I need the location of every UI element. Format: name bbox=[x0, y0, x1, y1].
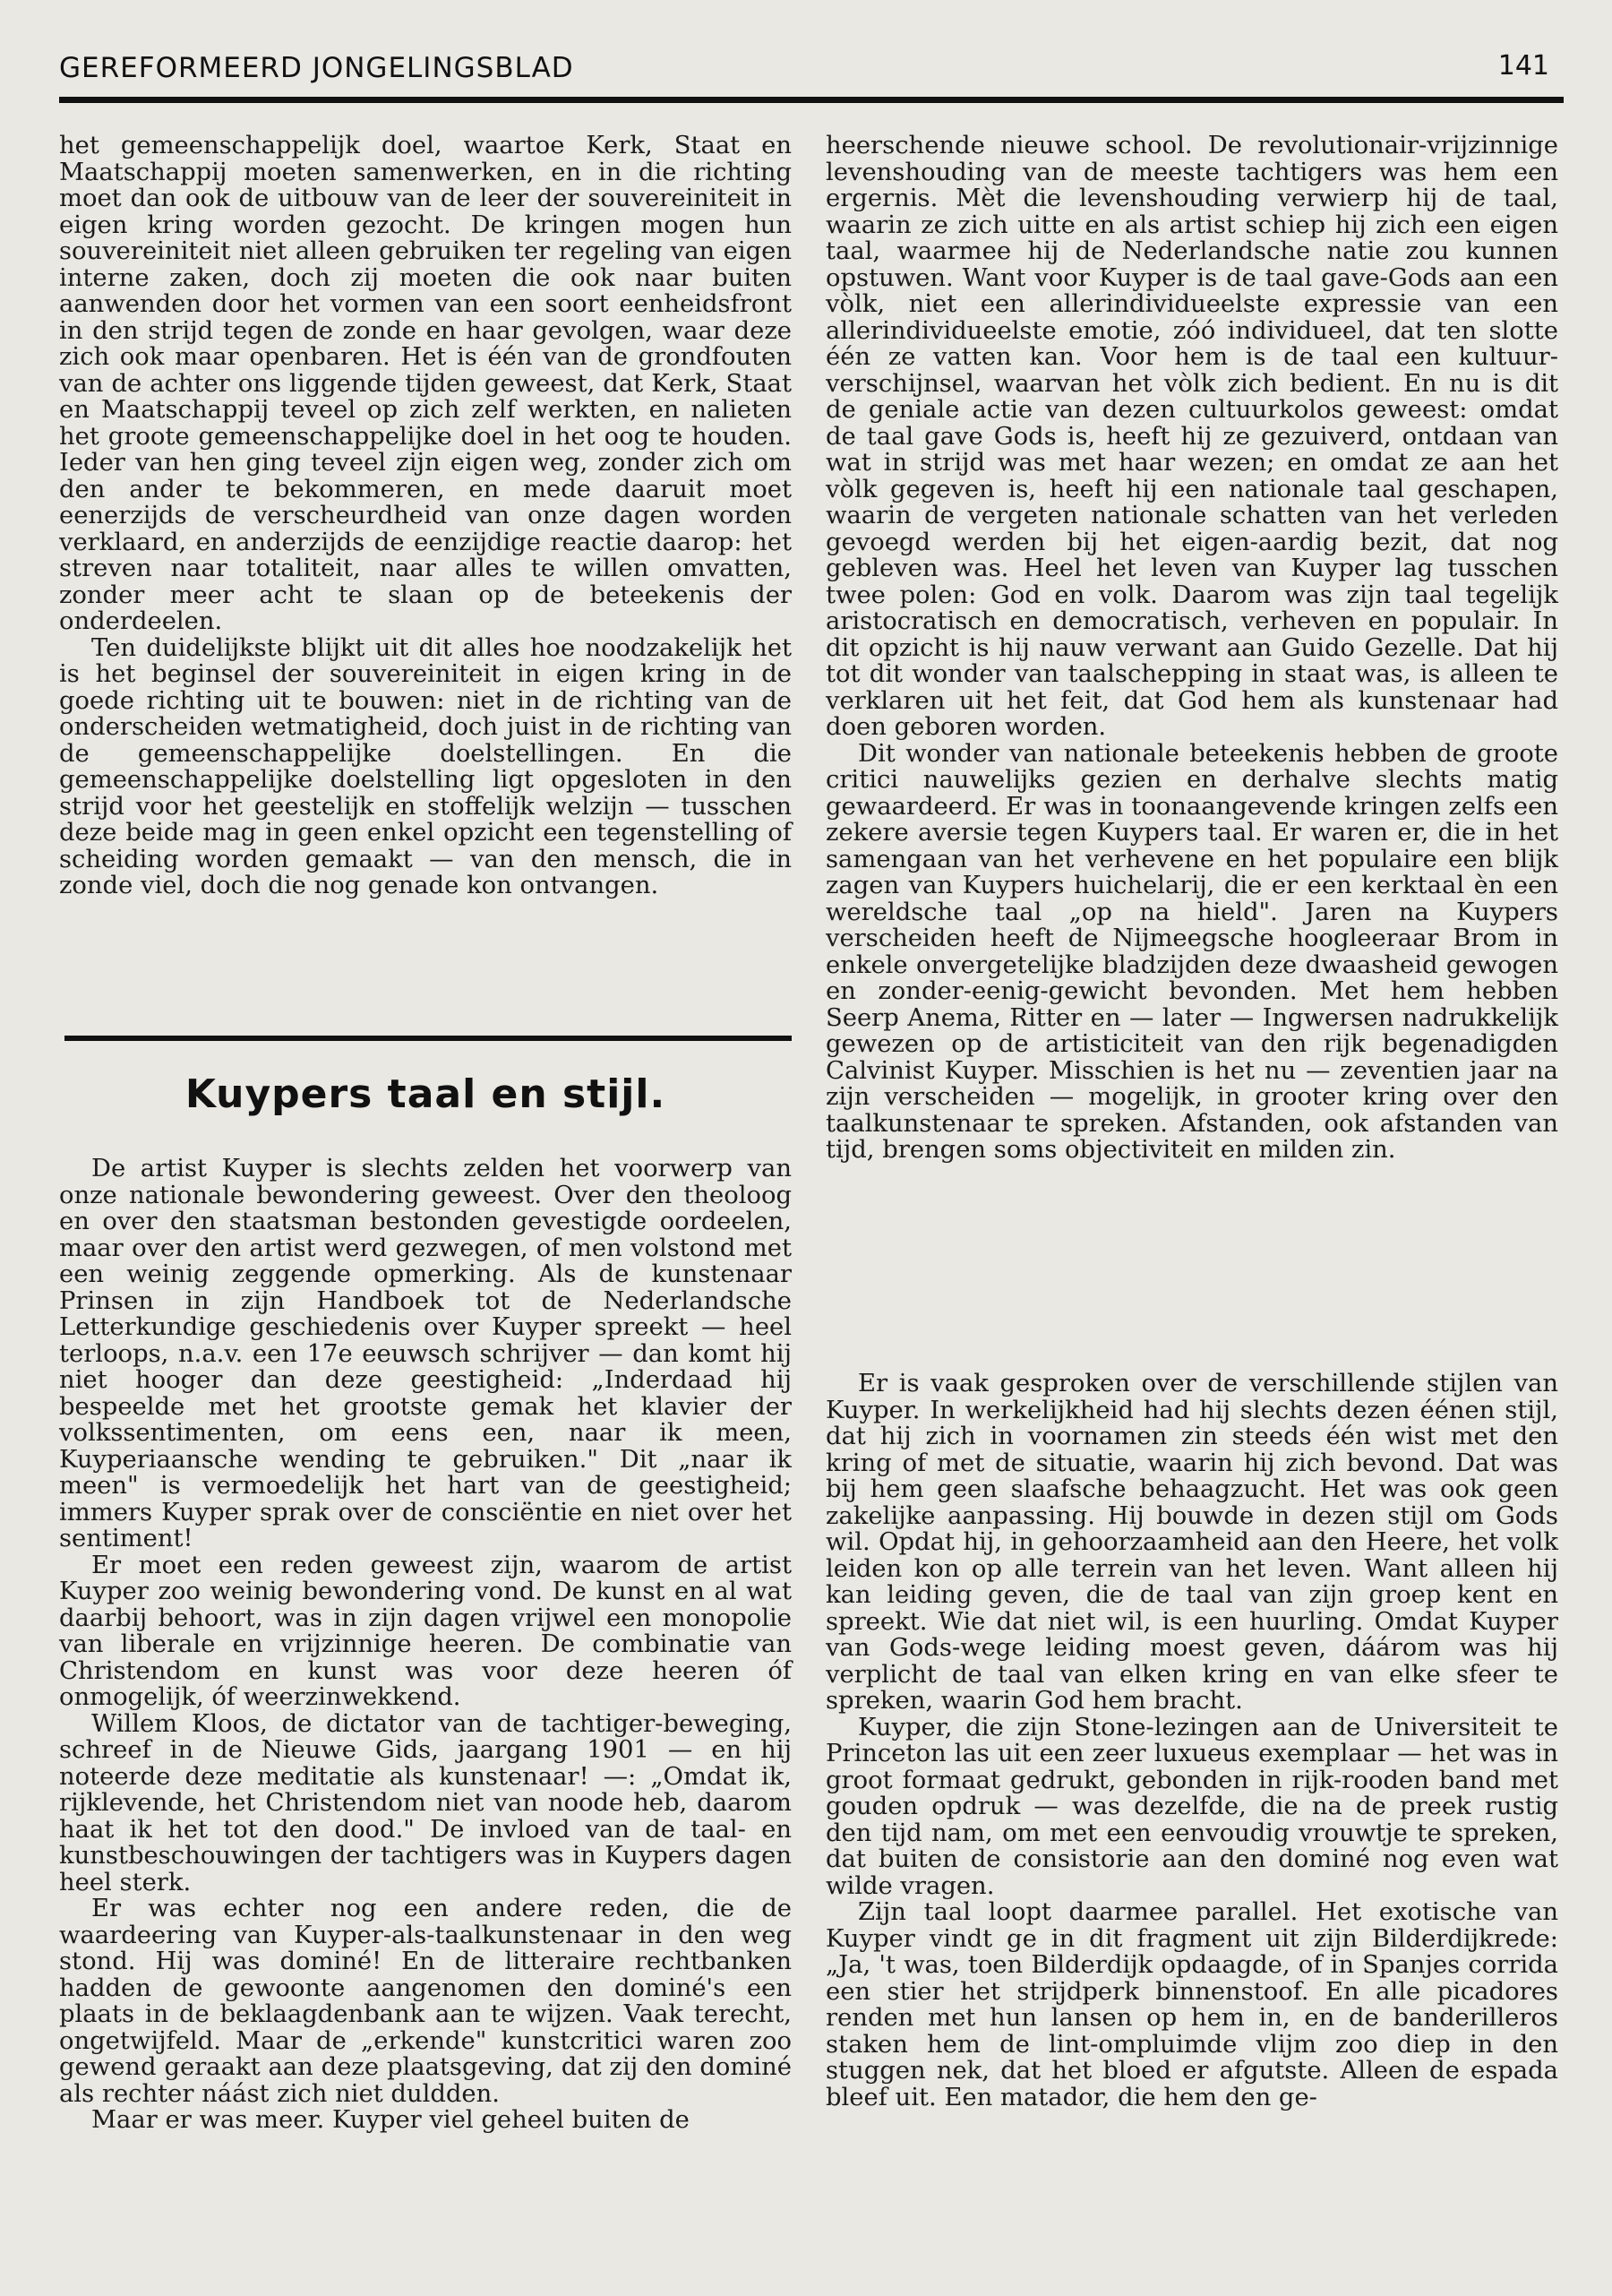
left-column-continuation bbox=[59, 133, 792, 899]
paragraph: het gemeenschappelijk doel, waartoe Kerk, Staat en Maatschappij moeten samenwerken, en in die richting moet dan ook de uitbouw van de leer der souvereiniteit in eigen kring worden gezocht. De kringen mogen hun souvereiniteit niet alleen gebruiken ter regeling van eigen interne zaken, doch zij moeten die ook naar buiten aanwenden door het vormen van een soort eenheidsfront in den strijd tegen de zonde en haar gevolgen, waar deze zich ook maar openbaren. Het is één van de grondfouten van de achter ons liggende tijden geweest, dat Kerk, Staat en Maatschappij teveel op zich zelf werkten, en nalieten het groote gemeenschappelijke doel in het oog te houden. Ieder van hen ging teveel zijn eigen weg, zonder zich om den ander te bekommeren, en mede daaruit moet eenerzijds de verscheurdheid van onze dagen worden verklaard, en anderzijds de eenzijdige reactie daarop: het streven naar totaliteit, naar alles te willen omvatten, zonder meer acht te slaan op de beteekenis der onderdeelen. bbox=[59, 132, 792, 635]
article-left-column bbox=[59, 1156, 792, 2134]
paragraph: Er is vaak gesproken over de verschillende stijlen van Kuyper. In werkelijkheid had hij slechts dezen éénen stijl, dat hij zich in voornamen zin steeds één wist met den kring of met de situatie, waarin hij zich bevond. Dat was bij hem geen slaafsche behaagzucht. Het was ook geen zakelijke aanpassing. Hij bouwde in dezen stijl om Gods wil. Opdat hij, in gehoorzaamheid aan den Heere, het volk leiden kon op alle terrein van het leven. Want alleen hij kan leiding geven, die de taal van zijn groep kent en spreekt. Wie dat niet wil, is een huurling. Omdat Kuyper van Gods-wege leiding moest geven, dáárom was hij verplicht de taal van elken kring en van elke sfeer te spreken, waarin God hem bracht. bbox=[826, 1370, 1558, 1715]
paragraph: Ten duidelijkste blijkt uit dit alles hoe noodzakelijk het is het beginsel der souvereiniteit in eigen kring in de goede richting uit te bouwen: niet in de richting van de onderscheiden wetmatigheid, doch juist in de richting van de gemeenschappelijke doelstellingen. En die gemeenschappelijke doelstelling ligt opgesloten in den strijd voor het geestelijk en stoffelijk welzijn — tusschen deze beide mag in geen enkel opzicht een tegenstelling of scheiding worden gemaakt — van den mensch, die in zonde viel, doch die nog genade kon ontvangen. bbox=[59, 633, 792, 899]
page-header bbox=[59, 48, 1564, 99]
paragraph: Zijn taal loopt daarmee parallel. Het exotische van Kuyper vindt ge in dit fragment uit zijn Bilderdijkrede: „Ja, 't was, toen Bilderdijk opdaagde, of in Spanjes corrida een stier het strijdperk binnenstoof. En alle picadores renden met hun lansen op hem in, en de banderilleros staken hem de lint-ompluimde vlijm zoo diep in den stuggen nek, dat het bloed er afgutste. Alleen de espada bleef uit. Een matador, die hem den ge- bbox=[826, 1898, 1558, 2111]
paragraph: heerschende nieuwe school. De revolutionair-vrijzinnige levenshouding van de meeste tachtigers was hem een ergernis. Mèt die levenshouding verwierp hij de taal, waarin ze zich uitte en als artist schiep hij zich een eigen taal, waarmee hij de Nederlandsche natie zou kunnen opstuwen. Want voor Kuyper is de taal gave-Gods aan een vòlk, niet een allerindividueelste expressie van een allerindividueelste emotie, zóó individueel, dat ten slotte één ze vatten kan. Voor hem is de taal een kultuur-verschijnsel, waarvan het vòlk zich bedient. En nu is dit de geniale actie van dezen cultuurkolos geweest: omdat de taal gave Gods is, heeft hij ze gezuiverd, ontdaan van wat in strijd was met haar wezen; en omdat ze aan het vòlk gegeven is, heeft hij een nationale taal geschapen, waarin de vergeten nationale schatten van het verleden gevoegd werden bij het eigen-aardig bezit, dat nog gebleven was. Heel het leven van Kuyper lag tusschen twee polen: God en volk. Daarom was zijn taal tegelijk aristocratisch en democratisch, verheven en populair. In dit opzicht is hij nauw verwant aan Guido Gezelle. Dat hij tot dit wonder van taalschepping in staat was, is alleen te verklaren uit het feit, dat God hem als kunstenaar had doen geboren worden. bbox=[826, 132, 1558, 741]
header-rule bbox=[59, 97, 1564, 103]
paragraph: Er was echter nog een andere reden, die de waardeering van Kuyper-als-taalkunstenaar in den weg stond. Hij was dominé! En de litteraire rechtbanken hadden de gewoonte aangenomen den dominé's een plaats in de beklaagdenbank aan te wijzen. Vaak terecht, ongetwijfeld. Maar de „erkende" kunstcritici waren zoo gewend geraakt aan deze plaatsgeving, dat zij den dominé als rechter náást zich niet duldden. bbox=[59, 1895, 792, 2108]
paragraph: De artist Kuyper is slechts zelden het voorwerp van onze nationale bewondering geweest. Over den theoloog en over den staatsman bestonden gevestigde oordeelen, maar over den artist werd gezwegen, of men volstond met een weinig zeggende opmerking. Als de kunstenaar Prinsen in zijn Handboek tot de Nederlandsche Letterkundige geschiedenis over Kuyper spreekt — heel terloops, n.a.v. een 17e eeuwsch schrijver — dan komt hij niet hooger dan deze geestigheid: „Inderdaad hij bespeelde met het grootste gemak het klavier der volkssentimenten, om eens een, naar ik meen, Kuyperiaansche wending te gebruiken." Dit „naar ik meen" is vermoedelijk het hart van de geestigheid; immers Kuyper sprak over de consciëntie en niet over het sentiment! bbox=[59, 1155, 792, 1552]
article-divider bbox=[64, 1036, 792, 1041]
paragraph: Kuyper, die zijn Stone-lezingen aan de Universiteit te Princeton las uit een zeer luxueus exemplaar — het was in groot formaat gedrukt, gebonden in rijk-rooden band met gouden opdruk — was dezelfde, die na de preek rustig den tijd nam, om met een eenvoudig vrouwtje te spreken, dat buiten de consistorie aan den dominé nog even wat wilde vragen. bbox=[826, 1713, 1558, 1900]
paragraph: Maar er was meer. Kuyper viel geheel buiten de bbox=[91, 2106, 690, 2134]
paragraph: Willem Kloos, de dictator van de tachtiger-beweging, schreef in de Nieuwe Gids, jaargang 1901 — en hij noteerde deze meditatie als kunstenaar! —: „Omdat ik, rijklevende, het Christendom niet van noode heb, daarom haat ik het tot den dood." De invloed van de taal- en kunstbeschouwingen der tachtigers was in Kuypers dagen heel sterk. bbox=[59, 1709, 792, 1896]
article-right-column-bottom bbox=[826, 1371, 1558, 2111]
page-number: 141 bbox=[1497, 50, 1549, 82]
masthead-title: GEREFORMEERD JONGELINGSBLAD bbox=[59, 52, 574, 84]
article-title: Kuypers taal en stijl. bbox=[184, 1071, 666, 1117]
paragraph: Er moet een reden geweest zijn, waarom de artist Kuyper zoo weinig bewondering vond. De kunst en al wat daarbij behoort, was in zijn dagen vrijwel een monopolie van liberale en vrijzinnige heeren. De combinatie van Christendom en kunst was voor deze heeren óf onmogelijk, óf weerzinwekkend. bbox=[59, 1551, 792, 1711]
article-right-column-top bbox=[826, 133, 1558, 1164]
paragraph: Dit wonder van nationale beteekenis hebben de groote critici nauwelijks gezien en derhalve slechts matig gewaardeerd. Er was in toonaangevende kringen zelfs een zekere aversie tegen Kuypers taal. Er waren er, die in het samengaan van het verhevene en het populaire een blijk zagen van Kuypers huichelarij, die er een kerktaal èn een wereldsche taal „op na hield". Jaren na Kuypers verscheiden heeft de Nijmeegsche hoogleeraar Brom in enkele onvergetelijke bladzijden deze dwaasheid gewogen en zonder-eenig-gewicht bevonden. Met hem hebben Seerp Anema, Ritter en — later — Ingwersen nadrukkelijk gewezen op de artisticiteit van den rijk begenadigden Calvinist Kuyper. Misschien is het nu — zeventien jaar na zijn verscheiden — mogelijk, in grooter kring over den taalkunstenaar te spreken. Afstanden, ook afstanden van tijd, brengen soms objectiviteit en milden zin. bbox=[826, 739, 1558, 1164]
